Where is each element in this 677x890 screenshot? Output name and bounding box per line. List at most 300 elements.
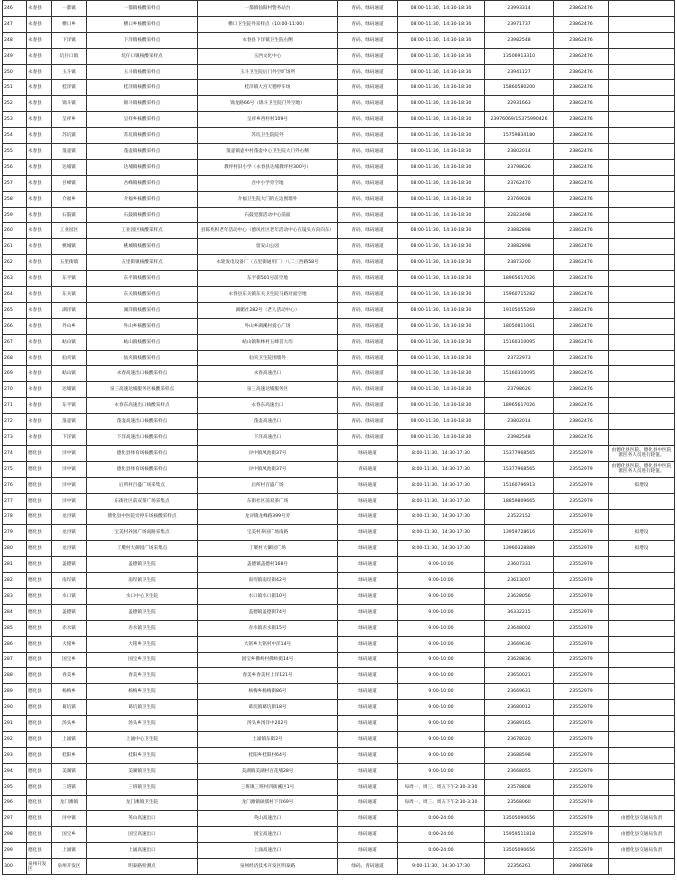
address: 外山乡湖溪村爱心广场	[198, 318, 338, 334]
remarks	[609, 128, 675, 144]
contact-phone: 23689165	[485, 716, 554, 732]
site-name: 下洋高速出口核酸采样点	[87, 430, 198, 446]
row-number: 273	[3, 430, 27, 446]
address: 泉三高速达埔服务区	[198, 382, 338, 398]
code-channel: 青码、绿码通道	[338, 175, 398, 191]
service-hours: 08:00-11:30、14:30-18:30	[398, 302, 485, 318]
code-channel: 青码、绿码通道	[338, 287, 398, 303]
town: 苏坑镇	[52, 128, 87, 144]
row-number: 284	[3, 604, 27, 620]
town: 龙门滩镇	[52, 795, 87, 811]
contact-phone: 23578808	[485, 779, 554, 795]
address: 浔中镇凤池街37号	[198, 445, 338, 461]
service-hours: 8:00-11:30、14:30-17:30	[398, 525, 485, 541]
service-hours: 8:00-11:30、14:30-17:30	[398, 493, 485, 509]
code-channel: 绿码通道	[338, 747, 398, 763]
row-number: 274	[3, 445, 27, 461]
contact-phone: 23607331	[485, 557, 554, 573]
site-name: 大铭乡卫生院	[87, 636, 198, 652]
supervision-phone: 23862476	[554, 239, 609, 255]
address: 介福卫生院大门的左边围墙外	[198, 191, 338, 207]
code-channel: 青码、绿码通道	[338, 112, 398, 128]
table-row	[3, 287, 675, 303]
table-row	[3, 684, 675, 700]
code-channel: 青码、绿码通道	[338, 366, 398, 382]
table-row	[3, 207, 675, 223]
site-name: 东街社区前双茶广场采集点	[87, 493, 198, 509]
remarks	[609, 32, 675, 48]
remarks	[609, 430, 675, 446]
row-number: 276	[3, 477, 27, 493]
service-hours: 08:00-11:30、14:30-18:30	[398, 80, 485, 96]
service-hours: 08:00-11:30、14:30-18:30	[398, 366, 485, 382]
site-name: 蓬壶镇核酸采样点	[87, 144, 198, 160]
service-hours: 08:00-11:30、14:30-18:30	[398, 144, 485, 160]
county: 永春县	[27, 398, 52, 414]
service-hours: 9:00-10:00	[398, 763, 485, 779]
contact-phone: 23668055	[485, 763, 554, 779]
address: 岵山镇和林村五峰首大埕	[198, 334, 338, 350]
row-number: 279	[3, 525, 27, 541]
service-hours: 9:00-10:00	[398, 588, 485, 604]
table-row	[3, 843, 675, 859]
supervision-phone: 23862476	[554, 175, 609, 191]
remarks	[609, 287, 675, 303]
address: 一都镇仙阳村警务站台	[198, 1, 338, 17]
town: 泉州开发区	[52, 859, 87, 875]
contact-phone: 15959511818	[485, 827, 554, 843]
remarks	[609, 96, 675, 112]
contact-phone: 15960715282	[485, 287, 554, 303]
town: 龙浔镇	[52, 541, 87, 557]
county: 永春县	[27, 175, 52, 191]
supervision-phone: 23862476	[554, 1, 609, 17]
site-name: 下洋镇核酸采样点	[87, 32, 198, 48]
service-hours: 08:00-11:30、14:30-18:30	[398, 318, 485, 334]
site-name: 宝美村养国广场南路采集点	[87, 525, 198, 541]
contact-phone: 18965617026	[485, 271, 554, 287]
town: 龙浔镇	[52, 509, 87, 525]
code-channel: 绿码、青码通道	[338, 859, 398, 875]
row-number: 285	[3, 620, 27, 636]
town: 桂洋镇	[52, 80, 87, 96]
remarks	[609, 382, 675, 398]
code-channel: 绿码通道	[338, 445, 398, 461]
row-number: 288	[3, 668, 27, 684]
address: 浔中镇凤池街37号	[198, 461, 338, 477]
service-hours: 08:00-11:30、14:30-18:30	[398, 223, 485, 239]
remarks	[609, 366, 675, 382]
service-hours: 08:00-11:30、14:30-18:30	[398, 398, 485, 414]
address: 南埕镇南埕街42号	[198, 573, 338, 589]
remarks	[609, 620, 675, 636]
table-row	[3, 159, 675, 175]
site-name: 后所村百盛广场采集点	[87, 477, 198, 493]
supervision-phone: 23552979	[554, 731, 609, 747]
remarks: 拟增设	[609, 525, 675, 541]
town: 南埕镇	[52, 573, 87, 589]
town: 东关镇	[52, 287, 87, 303]
service-hours: 8:00-11:30、14:30-17:30	[398, 445, 485, 461]
contact-phone: 23982548	[485, 430, 554, 446]
table-row	[3, 80, 675, 96]
county: 永春县	[27, 302, 52, 318]
table-row	[3, 144, 675, 160]
site-name: 龙门滩镇卫生院	[87, 795, 198, 811]
town: 浔中镇	[52, 445, 87, 461]
row-number: 256	[3, 159, 27, 175]
row-number: 292	[3, 731, 27, 747]
contact-phone: 23802014	[485, 144, 554, 160]
supervision-phone: 23862476	[554, 128, 609, 144]
remarks	[609, 16, 675, 32]
county: 德化县	[27, 795, 52, 811]
town: 石鼓镇	[52, 207, 87, 223]
town: 大铭乡	[52, 636, 87, 652]
remarks: 由德化县交通局负责	[609, 827, 675, 843]
supervision-phone: 23862476	[554, 350, 609, 366]
row-number: 251	[3, 80, 27, 96]
supervision-phone: 23552979	[554, 557, 609, 573]
address: 吾中小学旁空地	[198, 175, 338, 191]
address: 葛坑镇葛坑街18号	[198, 700, 338, 716]
address: 三班镇三班村四街溪区1号	[198, 779, 338, 795]
town: 下洋镇	[52, 430, 87, 446]
county: 德化县	[27, 461, 52, 477]
site-name: 葛坑镇卫生院	[87, 700, 198, 716]
remarks	[609, 668, 675, 684]
supervision-phone: 23552979	[554, 684, 609, 700]
town: 坑仔口镇	[52, 48, 87, 64]
county: 德化县	[27, 763, 52, 779]
address: 宝美村养国广场南路	[198, 525, 338, 541]
address: 春美乡春美村上洋121号	[198, 668, 338, 684]
table-row	[3, 302, 675, 318]
code-channel: 绿码通道	[338, 573, 398, 589]
town: 湖洋镇	[52, 302, 87, 318]
supervision-phone: 23862476	[554, 159, 609, 175]
contact-phone: 13959728616	[485, 525, 554, 541]
site-name: 东关镇核酸采样点	[87, 287, 198, 303]
supervision-phone: 23862476	[554, 430, 609, 446]
address: 县陈兆积老年活动中心（德风社区老年活动中心在镜头方向向东）	[198, 223, 338, 239]
service-hours: 0:00-24:00	[398, 811, 485, 827]
code-channel: 绿码通道	[338, 684, 398, 700]
supervision-phone: 23862476	[554, 271, 609, 287]
supervision-phone: 23862476	[554, 64, 609, 80]
row-number: 283	[3, 588, 27, 604]
contact-phone: 22931663	[485, 96, 554, 112]
address: 横口卫生院外采样点（10:00-11:00）	[198, 16, 338, 32]
table-row	[3, 827, 675, 843]
address: 国宝乡佛岭村佛岭街14号	[198, 652, 338, 668]
town: 水口镇	[52, 588, 87, 604]
service-hours: 08:00-11:30、14:30-18:30	[398, 159, 485, 175]
remarks	[609, 302, 675, 318]
contact-phone: 23762470	[485, 175, 554, 191]
site-name: 杨梅乡卫生院	[87, 684, 198, 700]
remarks	[609, 779, 675, 795]
row-number: 271	[3, 398, 27, 414]
code-channel: 青码、绿码通道	[338, 159, 398, 175]
county: 永春县	[27, 414, 52, 430]
supervision-phone: 23862476	[554, 414, 609, 430]
contact-phone: 23568060	[485, 795, 554, 811]
address: 大铭乡大铭村中洋14号	[198, 636, 338, 652]
address: 永轮发电设备厂（五里街通用厂）八二三西路58号	[198, 255, 338, 271]
table-row	[3, 859, 675, 875]
supervision-phone: 23552979	[554, 795, 609, 811]
table-row	[3, 1, 675, 17]
table-row	[3, 477, 675, 493]
town: 仙夹镇	[52, 350, 87, 366]
remarks: 拟增设	[609, 541, 675, 557]
remarks	[609, 271, 675, 287]
table-row	[3, 700, 675, 716]
county: 永春县	[27, 255, 52, 271]
site-name: 德化县体育场核酸采样点	[87, 445, 198, 461]
county: 永春县	[27, 271, 52, 287]
row-number: 262	[3, 255, 27, 271]
code-channel: 青码、绿码通道	[338, 207, 398, 223]
county: 德化县	[27, 445, 52, 461]
site-name: 一都镇核酸采样点	[87, 1, 198, 17]
remarks	[609, 318, 675, 334]
site-name: 介福乡核酸采样点	[87, 191, 198, 207]
supervision-phone: 23552979	[554, 604, 609, 620]
service-hours: 08:00-11:30、14:30-18:30	[398, 48, 485, 64]
service-hours: 08:00-11:30、14:30-18:30	[398, 32, 485, 48]
site-name: 永春高速出口核酸采样点	[87, 366, 198, 382]
service-hours: 9:00-10:00	[398, 668, 485, 684]
town: 玉斗镇	[52, 64, 87, 80]
remarks	[609, 398, 675, 414]
table-row	[3, 175, 675, 191]
contact-phone: 36332215	[485, 604, 554, 620]
site-name: 桂洋镇核酸采样点	[87, 80, 198, 96]
supervision-phone: 23552979	[554, 763, 609, 779]
row-number: 264	[3, 287, 27, 303]
supervision-phone: 23552979	[554, 747, 609, 763]
row-number: 290	[3, 700, 27, 716]
address: 蓬壶高速出口	[198, 414, 338, 430]
supervision-phone: 23552979	[554, 636, 609, 652]
county: 永春县	[27, 48, 52, 64]
site-name: 苏坑镇核酸采样点	[87, 128, 198, 144]
table-row	[3, 334, 675, 350]
town: 龙浔镇	[52, 525, 87, 541]
address: 杨梅乡杨梅街86号	[198, 684, 338, 700]
row-number: 286	[3, 636, 27, 652]
row-number: 259	[3, 207, 27, 223]
county: 永春县	[27, 16, 52, 32]
row-number: 297	[3, 811, 27, 827]
address: 丁墘村大御园广场	[198, 541, 338, 557]
supervision-phone: 23552979	[554, 477, 609, 493]
table-row	[3, 96, 675, 112]
remarks	[609, 716, 675, 732]
remarks	[609, 112, 675, 128]
table-row	[3, 573, 675, 589]
address: 仙夹卫生院围墙外	[198, 350, 338, 366]
service-hours: 每周一、周三、周五下午2:30-3:30	[398, 795, 485, 811]
town: 达埔镇	[52, 382, 87, 398]
supervision-phone: 23862476	[554, 223, 609, 239]
site-name: 五里街镇核酸采样点	[87, 255, 198, 271]
supervision-phone: 23552979	[554, 652, 609, 668]
contact-phone: 23613007	[485, 573, 554, 589]
town: 岵山镇	[52, 334, 87, 350]
site-name: 国宝高速出口	[87, 827, 198, 843]
code-channel: 绿码通道	[338, 795, 398, 811]
row-number: 265	[3, 302, 27, 318]
address: 留安山公园	[198, 239, 338, 255]
county: 永春县	[27, 430, 52, 446]
town: 外山乡	[52, 318, 87, 334]
contact-phone: 23722973	[485, 350, 554, 366]
remarks	[609, 159, 675, 175]
supervision-phone: 23552979	[554, 588, 609, 604]
remarks	[609, 700, 675, 716]
contact-phone: 23648002	[485, 620, 554, 636]
county: 永春县	[27, 366, 52, 382]
county: 德化县	[27, 604, 52, 620]
contact-phone: 13505090656	[485, 811, 554, 827]
town: 呈祥乡	[52, 112, 87, 128]
service-hours: 08:00-11:30、14:30-18:30	[398, 350, 485, 366]
site-name: 吾峰镇核酸采样点	[87, 175, 198, 191]
table-row	[3, 16, 675, 32]
table-row	[3, 382, 675, 398]
service-hours: 0:00-24:00	[398, 827, 485, 843]
table-row	[3, 48, 675, 64]
row-number: 252	[3, 96, 27, 112]
county: 德化县	[27, 509, 52, 525]
address: 上涌高速出口	[198, 843, 338, 859]
site-name: 永春东高速出口核酸采样点	[87, 398, 198, 414]
county: 德化县	[27, 636, 52, 652]
contact-phone: 23769028	[485, 191, 554, 207]
site-name: 国宝乡卫生院	[87, 652, 198, 668]
row-number: 287	[3, 652, 27, 668]
address: 国宝高速出口	[198, 827, 338, 843]
service-hours: 9:00-10:00	[398, 620, 485, 636]
county: 德化县	[27, 731, 52, 747]
supervision-phone: 23862476	[554, 16, 609, 32]
row-number: 293	[3, 747, 27, 763]
code-channel: 青码、绿码通道	[338, 32, 398, 48]
contact-phone: 23669636	[485, 636, 554, 652]
supervision-phone: 23552979	[554, 668, 609, 684]
code-channel: 青码、绿码通道	[338, 239, 398, 255]
address: 美湖镇美湖村百花埔28号	[198, 763, 338, 779]
table-row	[3, 493, 675, 509]
town: 浔中镇	[52, 811, 87, 827]
town: 上涌镇	[52, 843, 87, 859]
contact-phone: 23688598	[485, 747, 554, 763]
supervision-phone: 23862476	[554, 318, 609, 334]
address: 永春县东关镇东关卫生院马路对面空地	[198, 287, 338, 303]
remarks	[609, 223, 675, 239]
code-channel: 绿码通道	[338, 636, 398, 652]
supervision-phone: 23862476	[554, 302, 609, 318]
address: 龙门滩镇硕儒村下洋69号	[198, 795, 338, 811]
address: 盖德镇盖德街74号	[198, 604, 338, 620]
site-name: 泉三高速达埔服务区核酸采样点	[87, 382, 198, 398]
supervision-phone: 23552979	[554, 509, 609, 525]
supervision-phone: 23552979	[554, 525, 609, 541]
contact-phone: 19105055269	[485, 302, 554, 318]
table-row	[3, 588, 675, 604]
code-channel: 绿码通道	[338, 779, 398, 795]
county: 永春县	[27, 64, 52, 80]
service-hours: 08:00-11:30、14:30-18:30	[398, 64, 485, 80]
contact-phone: 23798626	[485, 382, 554, 398]
town: 介福乡	[52, 191, 87, 207]
county: 德化县	[27, 557, 52, 573]
row-number: 275	[3, 461, 27, 477]
site-name: 桃城镇核酸采样点	[87, 239, 198, 255]
table-row	[3, 525, 675, 541]
remarks	[609, 48, 675, 64]
supervision-phone: 23862476	[554, 398, 609, 414]
site-name: 南埕镇卫生院	[87, 573, 198, 589]
county: 永春县	[27, 32, 52, 48]
code-channel: 青码、绿码通道	[338, 96, 398, 112]
table-row	[3, 747, 675, 763]
county: 永春县	[27, 350, 52, 366]
contact-phone: 22356261	[485, 859, 554, 875]
address: 龙浔镇龙峰路399号旁	[198, 509, 338, 525]
contact-phone: 23628056	[485, 588, 554, 604]
service-hours: 08:00-11:30、14:30-18:30	[398, 255, 485, 271]
service-hours: 08:00-11:30、14:30-18:30	[398, 239, 485, 255]
county: 德化县	[27, 477, 52, 493]
supervision-phone: 23552979	[554, 811, 609, 827]
code-channel: 青码、绿码通道	[338, 1, 398, 17]
town: 三班镇	[52, 779, 87, 795]
code-channel: 青码、绿码通道	[338, 80, 398, 96]
site-name: 外山乡核酸采样点	[87, 318, 198, 334]
contact-phone: 18859809665	[485, 493, 554, 509]
row-number: 248	[3, 32, 27, 48]
address: 玉斗卫生院后门外空旷场所	[198, 64, 338, 80]
address: 汤头乡汤洋中202号	[198, 716, 338, 732]
town: 葛坑镇	[52, 700, 87, 716]
table-row	[3, 366, 675, 382]
service-hours: 08:00-11:30、14:30-18:30	[398, 271, 485, 287]
town: 春美乡	[52, 668, 87, 684]
remarks	[609, 493, 675, 509]
code-channel: 绿码通道	[338, 811, 398, 827]
remarks	[609, 859, 675, 875]
row-number: 298	[3, 827, 27, 843]
code-channel: 青码、绿码通道	[338, 16, 398, 32]
code-channel: 绿码通道	[338, 731, 398, 747]
table-row	[3, 191, 675, 207]
service-hours: 9:00-11:30、14:30-17:30	[398, 859, 485, 875]
supervision-phone: 23552979	[554, 843, 609, 859]
town: 美湖镇	[52, 763, 87, 779]
service-hours: 08:00-11:30、14:30-18:30	[398, 96, 485, 112]
table-row	[3, 350, 675, 366]
contact-phone: 23941127	[485, 64, 554, 80]
contact-phone: 15759834180	[485, 128, 554, 144]
remarks	[609, 64, 675, 80]
town: 一都镇	[52, 1, 87, 17]
service-hours: 08:00-11:30、14:30-18:30	[398, 414, 485, 430]
remarks	[609, 414, 675, 430]
